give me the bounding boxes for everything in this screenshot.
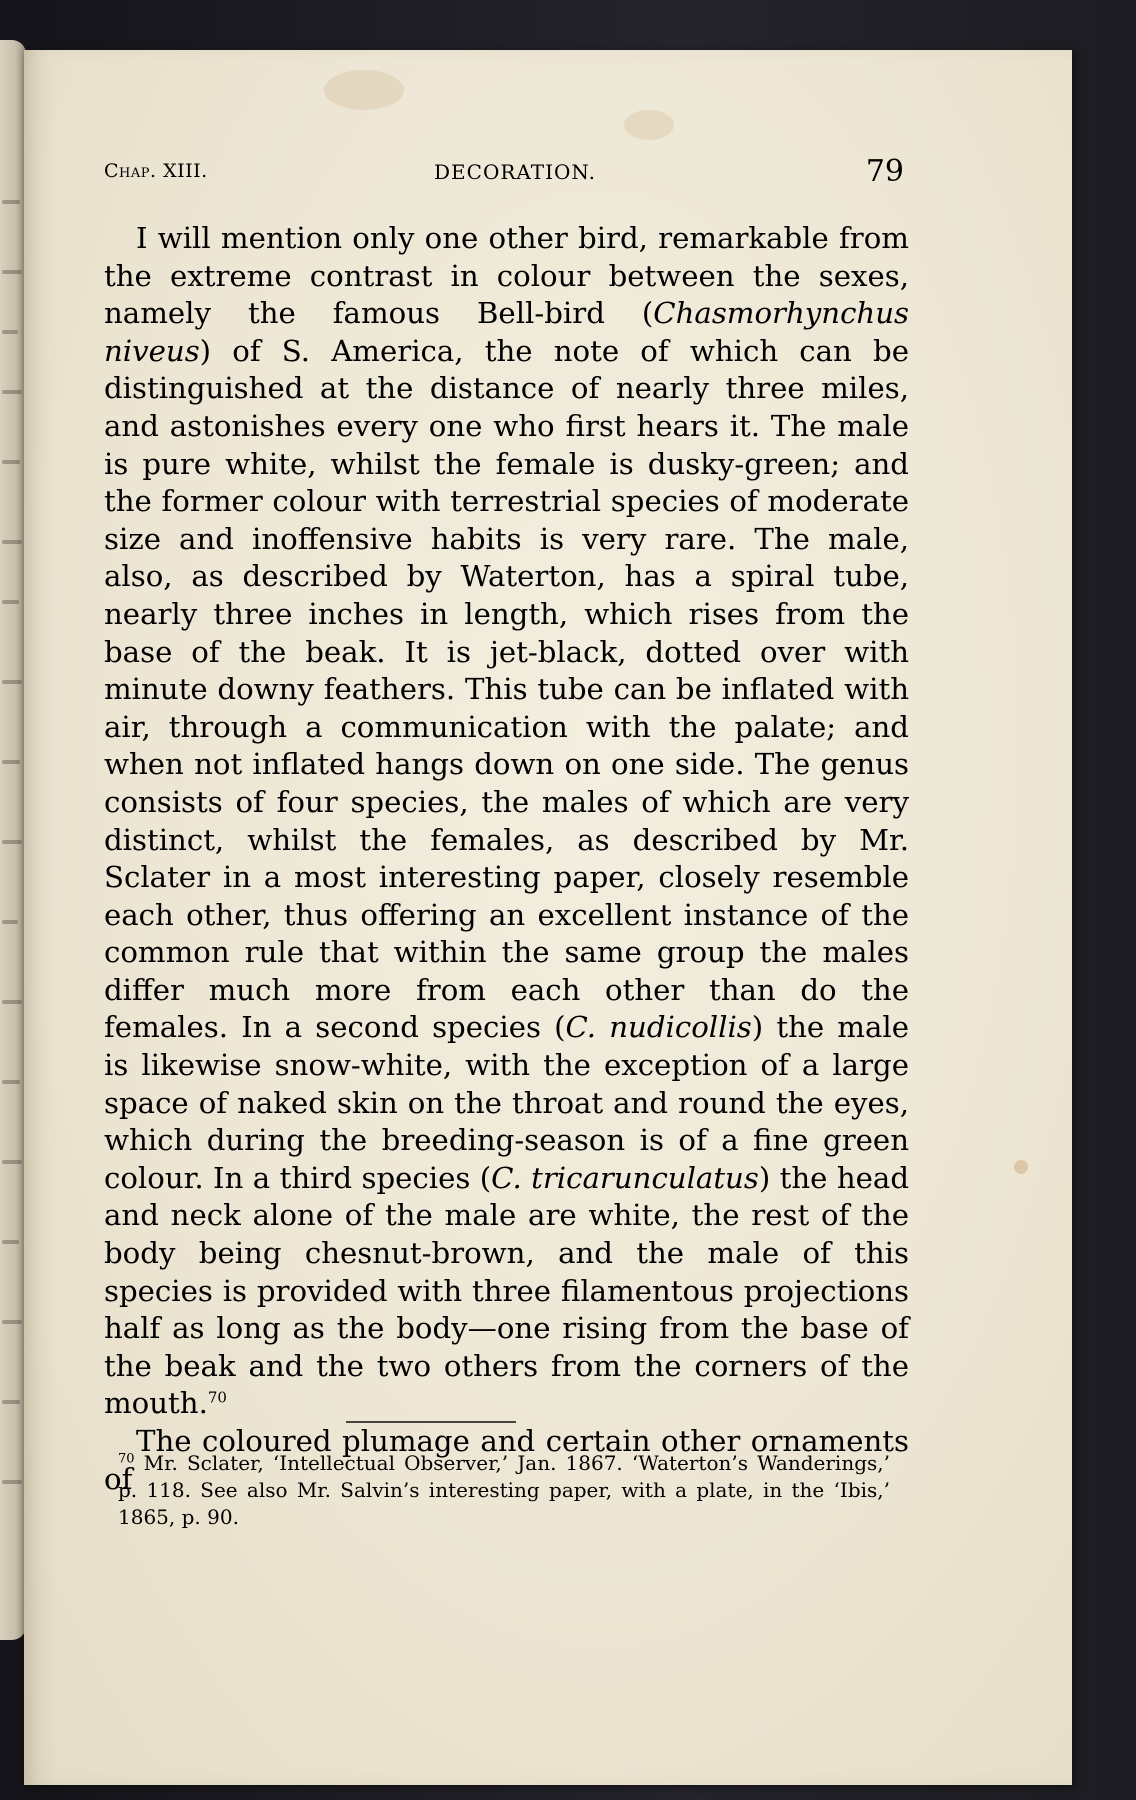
foxing-spot [324,70,404,110]
foxing-spot [624,110,674,140]
species-name: Chasmorhynchus niveus [104,296,909,368]
species-name: C. tricarunculatus [491,1160,759,1195]
species-name: C. nudicollis [565,1010,752,1045]
foxing-spot [1014,1160,1028,1174]
text-run: ) of S. America, the note of which can be distinguished at the distance of nearly three miles, and astonishes every one who first hears it. The male is pure white, whilst the female is dusky-green; and the former colour with terrestrial species of moderate size and inoffensive habits is very rare. The male, also, as described by Waterton, has a spiral tube, nearly three inches in length, which rises from the base of the beak. It is jet-black, dotted over with minute downy feathers. This tube can be inflated with air, through a communication with the palate; and when not inflated hangs down on one side. The genus consists of four species, the males of which are very distinct, whilst the females, as described by Mr. Sclater in a most interesting paper, closely resemble each other, thus offering an excellent instance of the common rule that within the same group the males differ much more from each other than do the females. In a second species ( [104,333,909,1045]
text-run: ) the male is likewise snow-white, with the exception of a large space of naked skin on the throat and round the eyes, which during the breeding-season is of a fine green colour. In a third species ( [104,1010,909,1195]
paragraph [104,220,909,1423]
chapter-label: Chap. XIII. [104,160,208,182]
footnote-reference[interactable]: 70 [207,1388,227,1407]
footnote [118,1450,890,1531]
paragraph: The coloured plumage and certain other ornaments of [104,1424,909,1496]
text-run: ) the head and neck alone of the male are white, the rest of the body being chesnut-brown, and the male of this species is provided with three filamentous projections half as long as the body—one rising from the base of the beak and the two others from the corners of the mouth. [104,1160,909,1421]
text-run: I will mention only one other bird, remarkable from the extreme contrast in colour between the sexes, namely the famous Bell-bird ( [104,221,909,331]
previous-page-edge [0,40,26,1640]
footnote-number: 70 [118,1451,135,1467]
running-header [104,150,904,200]
running-title: DECORATION. [434,160,596,184]
footnote-text: Mr. Sclater, ‘Intellectual Observer,’ Jan. 1867. ‘Waterton’s Wanderings,’ p. 118. See also Mr. Salvin’s interesting paper, with a plate, in the ‘Ibis,’ 1865, p. 90. [118,1451,890,1529]
footnote-rule [346,1421,516,1423]
page-number: 79 [865,154,904,189]
body-text [104,220,909,1498]
